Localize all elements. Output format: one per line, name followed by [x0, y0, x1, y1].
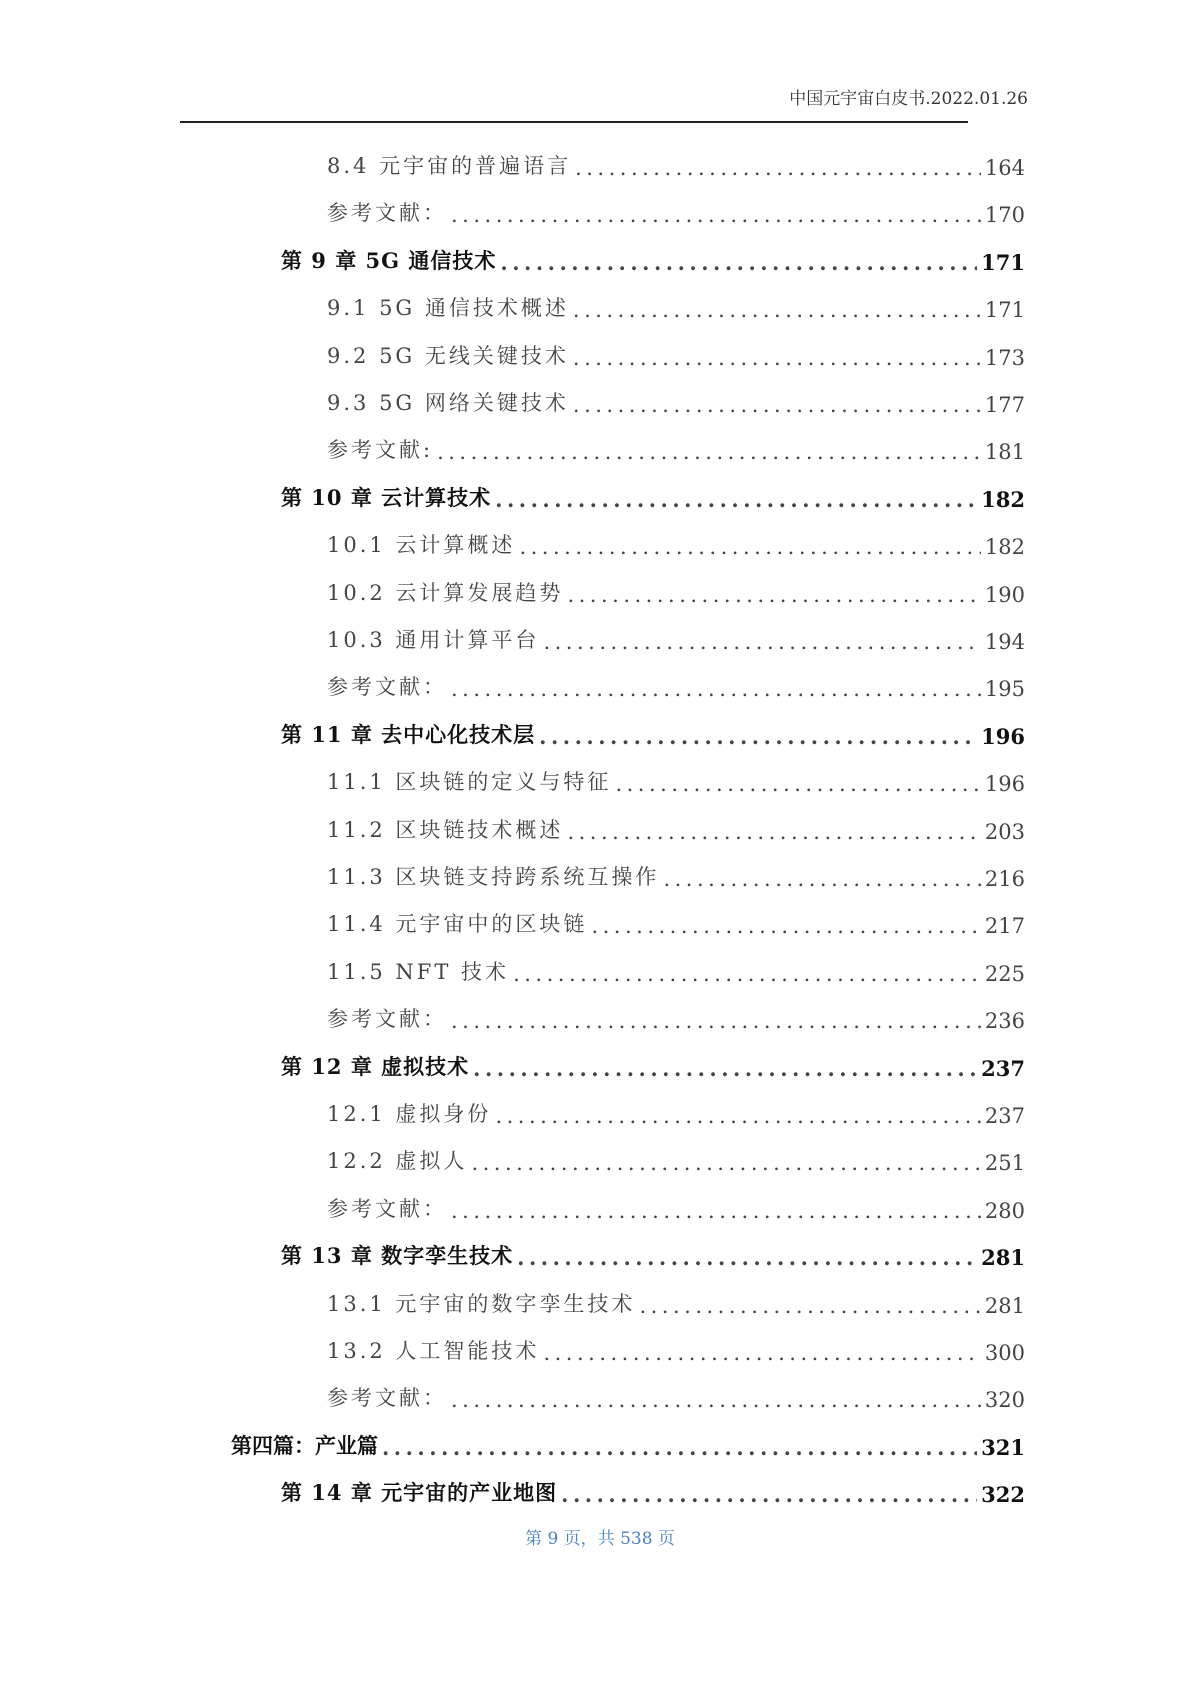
- toc-entry-title: 11.1 区块链的定义与特征: [327, 770, 612, 795]
- dot-leader: [500, 250, 977, 275]
- toc-entry-page: 237: [984, 1104, 1025, 1128]
- dot-leader: [451, 1388, 981, 1412]
- toc-entry-page: 251: [984, 1151, 1025, 1176]
- toc-entry-page: 196: [984, 772, 1025, 797]
- dot-leader: [513, 962, 981, 986]
- dot-leader: [519, 535, 980, 559]
- toc-entry-page: 281: [984, 1293, 1025, 1318]
- dot-leader: [451, 1199, 981, 1223]
- toc-section-entry[interactable]: [327, 424, 1025, 464]
- toc-section-entry[interactable]: [327, 140, 1025, 180]
- dot-leader: [575, 156, 981, 180]
- dot-leader: [517, 1245, 977, 1270]
- toc-entry-page: 300: [984, 1341, 1025, 1365]
- toc-chapter-entry[interactable]: [281, 1230, 1025, 1270]
- toc-part-entry[interactable]: [231, 1420, 1025, 1460]
- toc-entry-page: 177: [984, 393, 1025, 417]
- toc-entry-title: 10.3 通用计算平台: [327, 628, 540, 652]
- dot-leader: [573, 393, 981, 417]
- toc-entry-title: 13.1 元宇宙的数字孪生技术: [327, 1291, 636, 1316]
- dot-leader: [543, 1341, 980, 1365]
- toc-entry-page: 237: [981, 1055, 1025, 1081]
- toc-section-entry[interactable]: [327, 661, 1025, 701]
- toc-section-entry[interactable]: [327, 614, 1025, 654]
- toc-section-entry[interactable]: [327, 851, 1025, 891]
- toc-section-entry[interactable]: [327, 1372, 1025, 1412]
- toc-section-entry[interactable]: [327, 1325, 1025, 1365]
- toc-entry-page: 196: [981, 723, 1025, 749]
- dot-leader: [451, 203, 981, 227]
- toc-entry-page: 217: [984, 914, 1025, 939]
- toc-entry-page: 182: [984, 535, 1025, 560]
- toc-entry-title: 9.2 5G 无线关键技术: [327, 343, 569, 368]
- toc-entry-page: 181: [984, 440, 1025, 465]
- toc-entry-title: 第 14 章 元宇宙的产业地图: [281, 1480, 558, 1506]
- toc-entry-page: 171: [981, 249, 1025, 275]
- dot-leader: [573, 298, 981, 322]
- toc-section-entry[interactable]: [327, 993, 1025, 1033]
- toc-entry-title: 第四篇：产业篇: [231, 1432, 378, 1458]
- toc-entry-title: 参考文献：: [327, 675, 447, 700]
- running-header: 中国元宇宙白皮书.2022.01.26: [789, 89, 1028, 109]
- toc-entry-page: 320: [984, 1388, 1025, 1413]
- dot-leader: [473, 1056, 977, 1081]
- toc-entry-title: 参考文献:: [327, 438, 434, 463]
- toc-entry-title: 11.3 区块链支持跨系统互操作: [327, 865, 660, 889]
- toc-chapter-entry[interactable]: [281, 709, 1025, 749]
- toc-entry-title: 12.1 虚拟身份: [327, 1102, 492, 1126]
- toc-entry-title: 12.2 虚拟人: [327, 1149, 468, 1174]
- toc-chapter-entry[interactable]: [281, 1041, 1025, 1081]
- dot-leader: [591, 914, 980, 938]
- dot-leader: [451, 677, 981, 701]
- toc-entry-title: 第 9 章 5G 通信技术: [281, 247, 497, 273]
- toc-entry-page: 190: [984, 582, 1025, 607]
- toc-section-entry[interactable]: [327, 804, 1025, 844]
- toc-entry-page: 164: [984, 156, 1025, 180]
- toc-entry-title: 第 11 章 去中心化技术层: [281, 721, 536, 747]
- toc-entry-title: 10.2 云计算发展趋势: [327, 580, 564, 605]
- dot-leader: [573, 346, 981, 370]
- dot-leader: [639, 1294, 980, 1318]
- dot-leader: [567, 820, 980, 844]
- dot-leader: [561, 1482, 977, 1507]
- toc-entry-page: 216: [984, 867, 1025, 891]
- toc-chapter-entry[interactable]: [281, 472, 1025, 512]
- toc-chapter-entry[interactable]: [281, 1467, 1025, 1507]
- toc-entry-page: 195: [984, 677, 1025, 702]
- toc-entry-title: 参考文献：: [327, 1007, 447, 1032]
- toc-entry-page: 225: [984, 961, 1025, 986]
- dot-leader: [615, 772, 980, 796]
- dot-leader: [495, 1104, 980, 1128]
- dot-leader: [495, 487, 977, 512]
- toc-entry-page: 173: [984, 345, 1025, 370]
- toc-section-entry[interactable]: [327, 1135, 1025, 1175]
- toc-entry-title: 第 13 章 数字孪生技术: [281, 1243, 514, 1269]
- dot-leader: [437, 440, 981, 464]
- toc-section-entry[interactable]: [327, 1088, 1025, 1128]
- dot-leader: [471, 1151, 980, 1175]
- toc-section-entry[interactable]: [327, 898, 1025, 938]
- toc-entry-page: 194: [984, 630, 1025, 654]
- toc-entry-page: 182: [981, 486, 1025, 512]
- toc-section-entry[interactable]: [327, 756, 1025, 796]
- toc-entry-title: 11.2 区块链技术概述: [327, 817, 564, 842]
- toc-entry-title: 参考文献：: [327, 1196, 447, 1221]
- dot-leader: [663, 867, 980, 891]
- toc-section-entry[interactable]: [327, 1278, 1025, 1318]
- toc-entry-title: 9.3 5G 网络关键技术: [327, 391, 569, 415]
- toc-entry-page: 280: [984, 1198, 1025, 1223]
- toc-entry-title: 13.2 人工智能技术: [327, 1339, 540, 1363]
- toc-entry-title: 10.1 云计算概述: [327, 533, 516, 558]
- toc-entry-title: 11.4 元宇宙中的区块链: [327, 912, 588, 937]
- toc-section-entry[interactable]: [327, 330, 1025, 370]
- toc-section-entry[interactable]: [327, 946, 1025, 986]
- toc-entry-title: 8.4 元宇宙的普遍语言: [327, 154, 572, 178]
- toc-section-entry[interactable]: [327, 282, 1025, 322]
- toc-entry-page: 203: [984, 819, 1025, 844]
- dot-leader: [543, 630, 980, 654]
- toc-entry-title: 9.1 5G 通信技术概述: [327, 296, 569, 321]
- toc-section-entry[interactable]: [327, 377, 1025, 417]
- toc-entry-page: 321: [981, 1434, 1025, 1460]
- toc-section-entry[interactable]: [327, 519, 1025, 559]
- dot-leader: [451, 1009, 981, 1033]
- dot-leader: [567, 583, 980, 607]
- toc-entry-page: 171: [984, 298, 1025, 323]
- header-divider: [180, 121, 968, 123]
- dot-leader: [539, 724, 977, 749]
- dot-leader: [382, 1435, 977, 1460]
- toc-entry-title: 11.5 NFT 技术: [327, 959, 510, 984]
- toc-entry-page: 236: [984, 1009, 1025, 1034]
- toc-entry-title: 第 12 章 虚拟技术: [281, 1053, 470, 1079]
- toc-entry-page: 170: [984, 203, 1025, 228]
- toc-entry-title: 第 10 章 云计算技术: [281, 484, 492, 510]
- toc-entry-page: 281: [981, 1245, 1025, 1271]
- toc-entry-page: 322: [981, 1482, 1025, 1508]
- toc-section-entry[interactable]: [327, 1183, 1025, 1223]
- toc-entry-title: 参考文献：: [327, 1386, 447, 1411]
- toc-section-entry[interactable]: [327, 187, 1025, 227]
- toc-chapter-entry[interactable]: [281, 235, 1025, 275]
- toc-section-entry[interactable]: [327, 567, 1025, 607]
- page-number-footer: 第 9 页，共 538 页: [525, 1529, 675, 1549]
- toc-entry-title: 参考文献：: [327, 201, 447, 226]
